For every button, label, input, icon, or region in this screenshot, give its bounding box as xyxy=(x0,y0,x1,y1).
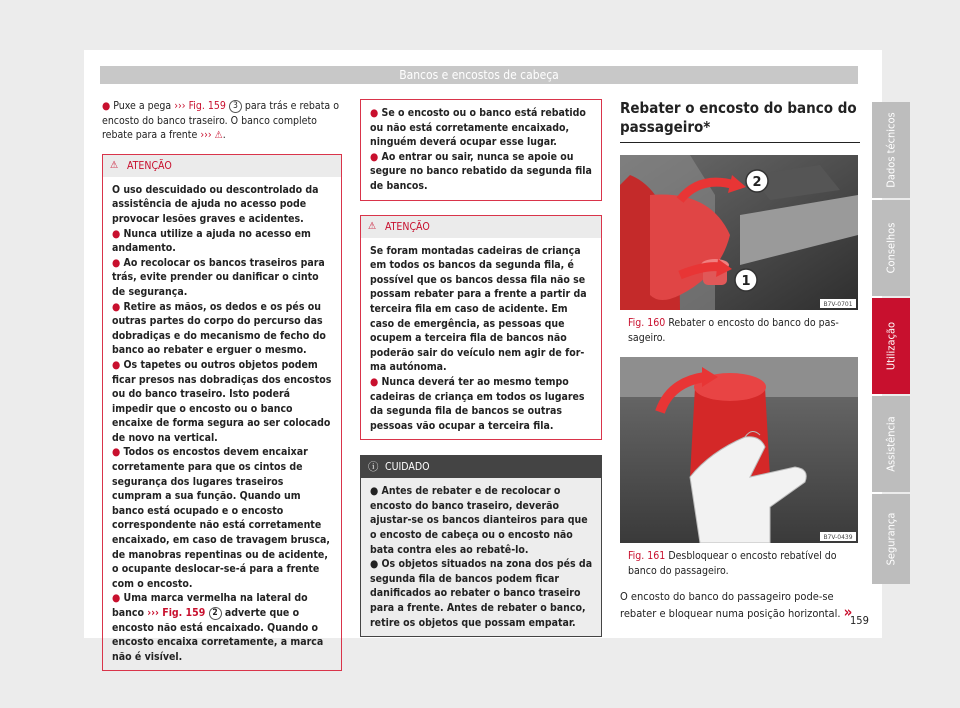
image-code: B7V-0701 xyxy=(823,301,853,308)
intro-paragraph: ● Puxe a pega ››› Fig. 159 3 para trás e rebata o encosto do banco traseiro. O banco completo rebate para a frente ››› ⚠. xyxy=(102,100,339,142)
warning-header: ⚠ ATENÇÃO xyxy=(103,155,341,177)
bullet-icon: ● xyxy=(102,100,111,112)
xref-arrow: ››› xyxy=(200,129,212,142)
list-item: ● Nunca deverá ter ao mesmo tempo cadeiras de criança em todos os lugares da segunda fila de bancos se outras pessoas vão ocupar a terceira fila. xyxy=(370,375,585,432)
list-item: ● Os objetos situados na zona dos pés da segunda fila de bancos podem ficar danificados ao rebater o banco traseiro para a frente. Antes de rebater o banco, retire os objetos que possam empatar. xyxy=(370,558,593,629)
list-item: ● Se o encosto ou o banco está rebatido ou não está corretamente encaixado, ninguém deverá ocupar esse lugar. xyxy=(370,107,586,149)
figure-caption: Fig. 160 Rebater o encosto do banco do passageiro. xyxy=(628,317,839,344)
list-item: ● Nunca utilize a ajuda no acesso em andamento. xyxy=(112,227,311,255)
section-heading: Rebater o encosto do banco do passageiro* xyxy=(620,99,860,143)
tab-utilizacao[interactable]: Utilização xyxy=(872,298,910,394)
warning-body: Se foram montadas cadeiras de criança em todos os bancos da segunda fila, é possível que os bancos dessa fila não se possam rebater para a frente a partir da terceira fila em caso de acidente. Em caso de emergência, as pessoas que ocupem a terceira fila de bancos não poderão sair do veículo nem agir de forma autónoma. ● Nunca deverá ter ao mesmo tempo cadeiras de criança em todos os lugares da segunda fila de bancos se outras pessoas vão ocupar a terceira fila. xyxy=(361,238,601,440)
warning-triangle-icon: ⚠ xyxy=(110,159,119,171)
figure-160 xyxy=(620,155,858,345)
list-item: ● Antes de rebater e de recolocar o encosto do banco traseiro, deverão ajustar-se os bancos dianteiros para que o encosto de cabeça ou o encosto não bata contra eles ao rebatê-lo. xyxy=(370,485,588,556)
info-circle-icon: ⓘ xyxy=(368,461,379,474)
tab-conselhos[interactable]: Conselhos xyxy=(872,200,910,296)
warning-triangle-icon: ⚠ xyxy=(368,220,377,232)
callout-1: 1 xyxy=(741,274,751,289)
figure-161 xyxy=(620,357,858,578)
fig-link[interactable]: Fig. 159 xyxy=(162,607,206,619)
list-item: ● Uma marca vermelha na lateral do banco ››› Fig. 159 2 adverte que o encosto não está encaixado. Quando o encosto encaixa corretamente, a marca não é visível. xyxy=(112,592,324,663)
warning-box-continued xyxy=(360,99,602,201)
page-header: Bancos e encostos de cabeça xyxy=(100,66,858,84)
body-paragraph: O encosto do banco do passageiro pode-se rebater e bloquear numa posição horizontal. » xyxy=(620,590,853,621)
tab-dados-tecnicos[interactable]: Dados técnicos xyxy=(872,102,910,198)
callout-number: 2 xyxy=(209,607,222,620)
warning-body: O uso descuidado ou descontrolado da assistência de ajuda no acesso pode provocar lesões graves e acidentes. ● Nunca utilize a ajuda no acesso em andamento. ● Ao recolocar os bancos traseiros para trás, evite prender ou danificar o cinto de segurança. ● Retire as mãos, os dedos e os pés ou outras partes do corpo do percurso das dobradiças e do mecanismo de fecho do banco ao rebater e erguer o mesmo. ● Os tapetes ou outros objetos podem ficar presos nas dobradiças dos encostos ou do banco traseiro. Isto poderá impedir que o encosto ou o banco encaixe de forma segura ao ser colocado de novo na vertical. ● Todos os encostos devem encaixar corretamente para que os cintos de segurança dos lugares traseiros cumpram a sua função. Quando um banco está ocupado e o encosto correspondente não está corretamente encaixado, em caso de travagem brusca, de manobras repentinas ou de acidente, o ocupante deslocar-se-á para a frente com o encosto. ● Uma marca vermelha na lateral do banco ››› Fig. 159 2 adverte que o encosto não está encaixado. Quando o encosto encaixa corretamente, a marca não é visível. xyxy=(112,183,332,663)
seat-unlock-illustration xyxy=(620,357,858,543)
tab-assistencia[interactable]: Assistência xyxy=(872,396,910,492)
warning-box xyxy=(360,215,602,441)
caution-box xyxy=(360,455,602,637)
list-item: ● Retire as mãos, os dedos e os pés ou outras partes do corpo do percurso das dobradiças e do mecanismo de fecho do banco ao rebater e erguer o mesmo. xyxy=(112,300,326,357)
callout-number: 3 xyxy=(229,100,242,113)
column-1 xyxy=(102,99,342,671)
caution-body xyxy=(361,478,601,636)
fig-link[interactable]: Fig. 159 xyxy=(188,100,226,112)
column-2 xyxy=(360,99,602,637)
xref-arrow: ››› xyxy=(174,100,186,112)
list-item: ● Todos os encostos devem encaixar corretamente para que os cintos de segurança dos lugares traseiros cumpram a sua função. Quando um banco está ocupado e o encosto correspondente não está corretamente encaixado, em caso de travagem brusca, de manobras repentinas ou de acidente, o ocupante deslocar-se-á para a frente com o encosto. xyxy=(112,446,331,590)
list-item: ● Ao entrar ou sair, nunca se apoie ou segure no banco rebatido da segunda fila de bancos. xyxy=(370,150,592,192)
seat-recline-illustration xyxy=(620,155,858,310)
caution-header: ⓘ CUIDADO xyxy=(361,456,601,478)
list-item: ● Os tapetes ou outros objetos podem ficar presos nas dobradiças dos encostos ou do banco traseiro. Isto poderá impedir que o encosto ou o banco encaixe de forma segura ao ser colocado de novo na vertical. xyxy=(112,358,332,444)
warning-triangle-icon: ⚠ xyxy=(214,130,223,142)
figure-caption: Fig. 161 Desbloquear o encosto rebatível do banco do passageiro. xyxy=(628,550,837,577)
tab-seguranca[interactable]: Segurança xyxy=(872,494,910,584)
page-number: 159 xyxy=(850,614,869,627)
column-3 xyxy=(620,99,860,622)
image-code: B7V-0439 xyxy=(823,534,853,542)
warning-header: ⚠ ATENÇÃO xyxy=(361,216,601,238)
list-item: ● Ao recolocar os bancos traseiros para trás, evite prender ou danificar o cinto de segurança. xyxy=(112,256,325,298)
continue-mark: » xyxy=(843,602,853,621)
warning-box xyxy=(102,154,342,672)
callout-2: 2 xyxy=(752,175,762,190)
